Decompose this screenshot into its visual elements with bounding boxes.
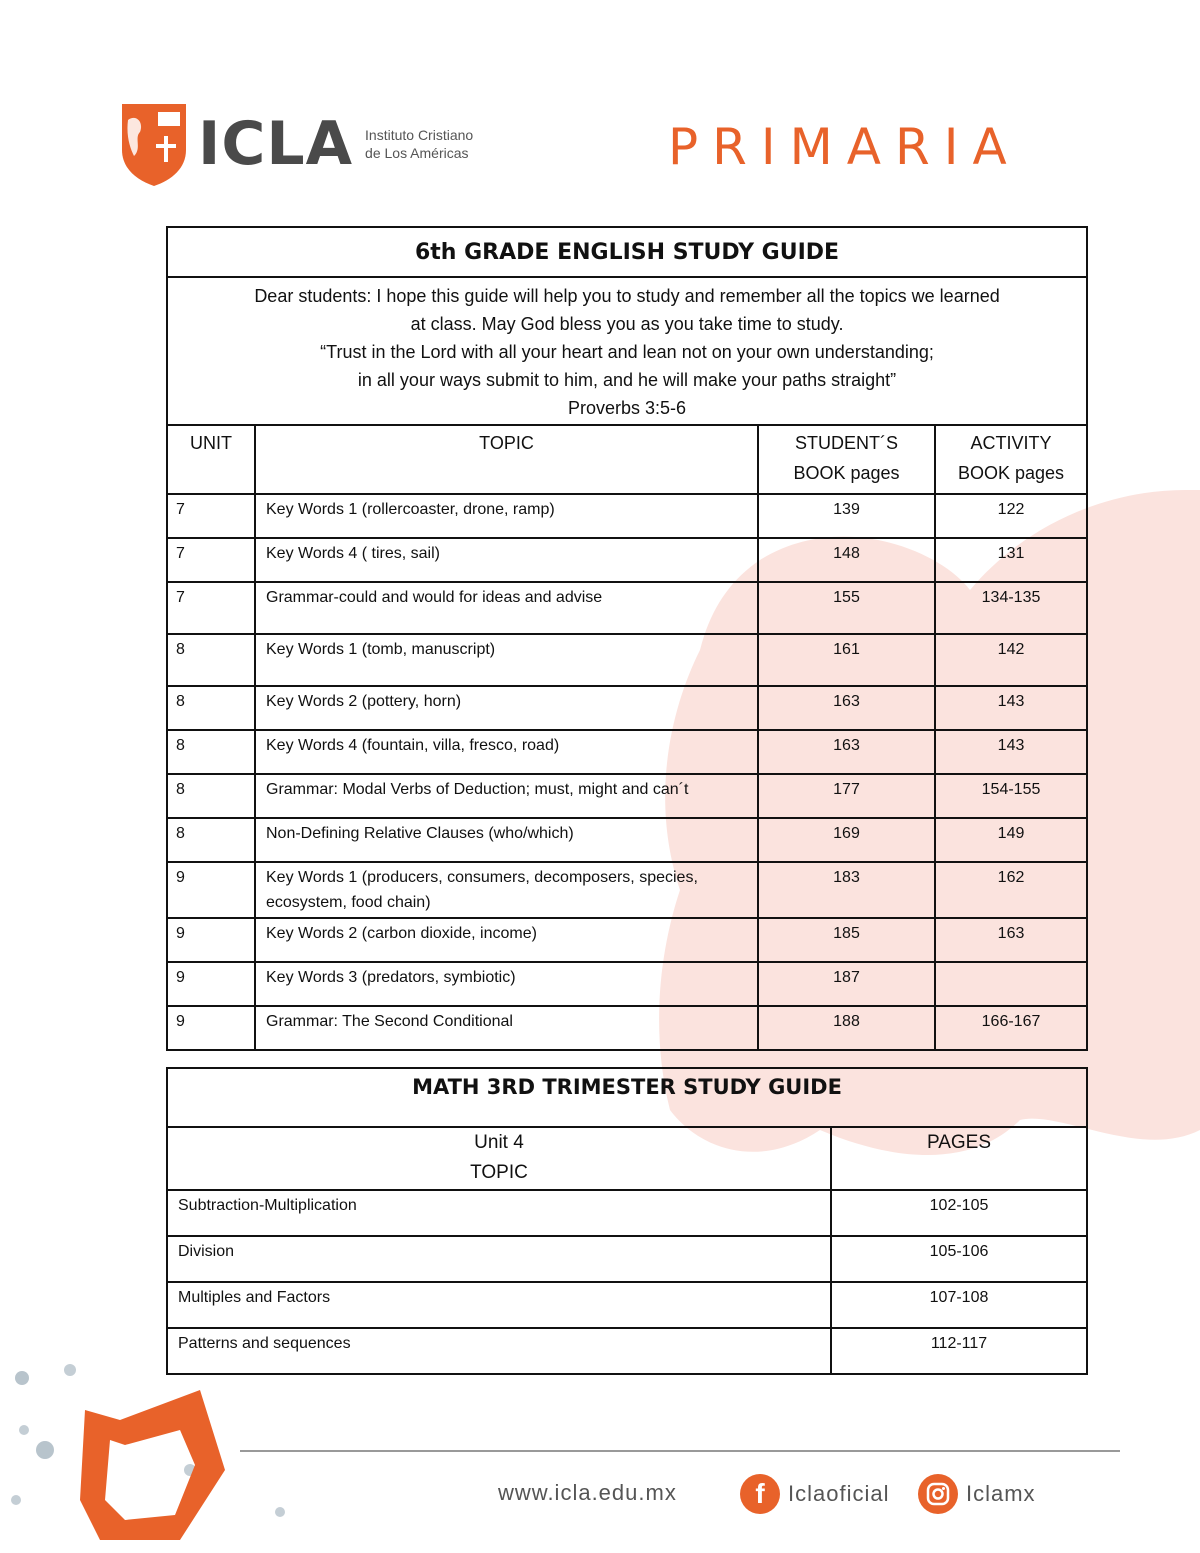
decor-dot (36, 1441, 54, 1459)
english-guide-intro (167, 277, 1087, 425)
topic-cell: Division (167, 1236, 831, 1282)
student-page-cell: 187 (758, 962, 935, 1006)
student-page-cell: 185 (758, 918, 935, 962)
student-page-cell: 188 (758, 1006, 935, 1050)
shield-icon (118, 100, 190, 188)
footer-instagram[interactable] (918, 1474, 1036, 1514)
activity-page-cell: 154-155 (935, 774, 1087, 818)
unit-cell: 7 (167, 494, 255, 538)
logo-wordmark: ICLA (198, 109, 354, 179)
table-row (167, 1006, 1087, 1050)
activity-page-cell: 162 (935, 862, 1087, 918)
topic-cell: Key Words 1 (producers, consumers, decomposers, species, ecosystem, food chain) (255, 862, 758, 918)
student-page-cell: 177 (758, 774, 935, 818)
activity-page-cell: 143 (935, 730, 1087, 774)
unit-cell: 9 (167, 962, 255, 1006)
student-page-cell: 155 (758, 582, 935, 634)
footer-divider (240, 1450, 1120, 1452)
activity-page-cell: 142 (935, 634, 1087, 686)
icla-logo (118, 100, 473, 188)
topic-cell: Key Words 4 ( tires, sail) (255, 538, 758, 582)
footer-website[interactable]: www.icla.edu.mx (498, 1480, 677, 1505)
student-page-cell: 139 (758, 494, 935, 538)
table-row (167, 582, 1087, 634)
topic-cell: Multiples and Factors (167, 1282, 831, 1328)
pages-cell: 105-106 (831, 1236, 1087, 1282)
table-row (167, 1190, 1087, 1236)
table-row (167, 494, 1087, 538)
facebook-icon: f (740, 1474, 780, 1514)
logo-subtitle-line1: Instituto Cristiano (365, 127, 474, 143)
activity-page-cell: 131 (935, 538, 1087, 582)
decor-dot (15, 1371, 29, 1385)
intro-line: Dear students: I hope this guide will help you to study and remember all the topics we learned (254, 286, 1000, 306)
table-row (167, 818, 1087, 862)
decor-dot (275, 1507, 285, 1517)
activity-page-cell: 149 (935, 818, 1087, 862)
math-study-guide-table (166, 1067, 1088, 1375)
decor-dot (64, 1364, 76, 1376)
topic-cell: Key Words 1 (rollercoaster, drone, ramp) (255, 494, 758, 538)
topic-cell: Grammar: Modal Verbs of Deduction; must, might and can´t (255, 774, 758, 818)
intro-line: at class. May God bless you as you take time to study. (410, 314, 844, 334)
column-header-topic: TOPIC (255, 425, 758, 494)
footer-decoration (0, 1350, 300, 1553)
intro-line: “Trust in the Lord with all your heart and lean not on your own understanding; (320, 342, 934, 362)
instagram-icon (918, 1474, 958, 1514)
table-row (167, 862, 1087, 918)
table-row (167, 634, 1087, 686)
topic-cell: Key Words 4 (fountain, villa, fresco, road) (255, 730, 758, 774)
table-row (167, 774, 1087, 818)
activity-page-cell: 134-135 (935, 582, 1087, 634)
intro-line: in all your ways submit to him, and he will make your paths straight” (357, 370, 897, 390)
decor-dot (19, 1425, 29, 1435)
book-icon (80, 1390, 225, 1540)
header-line: BOOK pages (957, 463, 1065, 483)
intro-line: Proverbs 3:5-6 (567, 398, 687, 418)
activity-page-cell: 143 (935, 686, 1087, 730)
table-row (167, 686, 1087, 730)
student-page-cell: 148 (758, 538, 935, 582)
activity-page-cell: 166-167 (935, 1006, 1087, 1050)
student-page-cell: 163 (758, 730, 935, 774)
header-line: BOOK pages (793, 463, 900, 483)
topic-cell: Patterns and sequences (167, 1328, 831, 1374)
pages-cell: 107-108 (831, 1282, 1087, 1328)
logo-subtitle-line2: de Los Américas (365, 145, 469, 161)
decor-dot (11, 1495, 21, 1505)
math-guide-title: MATH 3RD TRIMESTER STUDY GUIDE (167, 1068, 1087, 1127)
student-page-cell: 183 (758, 862, 935, 918)
header-line: STUDENT´S (795, 433, 898, 453)
footer-facebook[interactable] (740, 1474, 889, 1514)
table-row (167, 918, 1087, 962)
table-row (167, 962, 1087, 1006)
unit-cell: 7 (167, 538, 255, 582)
topic-cell: Key Words 2 (carbon dioxide, income) (255, 918, 758, 962)
activity-page-cell: 163 (935, 918, 1087, 962)
header-line: TOPIC (470, 1162, 528, 1183)
table-row (167, 730, 1087, 774)
logo-subtitle (365, 126, 473, 162)
column-header-activity-book (935, 425, 1087, 494)
table-row (167, 1282, 1087, 1328)
table-row (167, 1236, 1087, 1282)
unit-cell: 8 (167, 686, 255, 730)
english-study-guide-table (166, 226, 1088, 1051)
student-page-cell: 169 (758, 818, 935, 862)
unit-cell: 9 (167, 918, 255, 962)
student-page-cell: 161 (758, 634, 935, 686)
english-guide-title: 6th GRADE ENGLISH STUDY GUIDE (167, 227, 1087, 277)
unit-cell: 8 (167, 634, 255, 686)
topic-cell: Grammar: The Second Conditional (255, 1006, 758, 1050)
unit-cell: 8 (167, 730, 255, 774)
topic-cell: Key Words 2 (pottery, horn) (255, 686, 758, 730)
column-header-pages: PAGES (831, 1127, 1087, 1190)
unit-cell: 8 (167, 818, 255, 862)
header-line: Unit 4 (474, 1132, 524, 1153)
pages-cell: 112-117 (831, 1328, 1087, 1374)
section-heading: PRIMARIA (668, 118, 1021, 176)
activity-page-cell: 122 (935, 494, 1087, 538)
unit-cell: 9 (167, 1006, 255, 1050)
column-header-student-book (758, 425, 935, 494)
unit-cell: 7 (167, 582, 255, 634)
topic-cell: Grammar-could and would for ideas and advise (255, 582, 758, 634)
topic-cell: Non-Defining Relative Clauses (who/which) (255, 818, 758, 862)
student-page-cell: 163 (758, 686, 935, 730)
topic-cell: Key Words 1 (tomb, manuscript) (255, 634, 758, 686)
unit-cell: 9 (167, 862, 255, 918)
unit-cell: 8 (167, 774, 255, 818)
facebook-handle: Iclaoficial (788, 1481, 890, 1506)
table-row (167, 1328, 1087, 1374)
instagram-handle: Iclamx (966, 1481, 1036, 1506)
topic-cell: Subtraction-Multiplication (167, 1190, 831, 1236)
table-row (167, 538, 1087, 582)
pages-cell: 102-105 (831, 1190, 1087, 1236)
header-line: ACTIVITY (970, 433, 1052, 453)
column-header-topic (167, 1127, 831, 1190)
topic-cell: Key Words 3 (predators, symbiotic) (255, 962, 758, 1006)
activity-page-cell (935, 962, 1087, 1006)
column-header-unit: UNIT (167, 425, 255, 494)
